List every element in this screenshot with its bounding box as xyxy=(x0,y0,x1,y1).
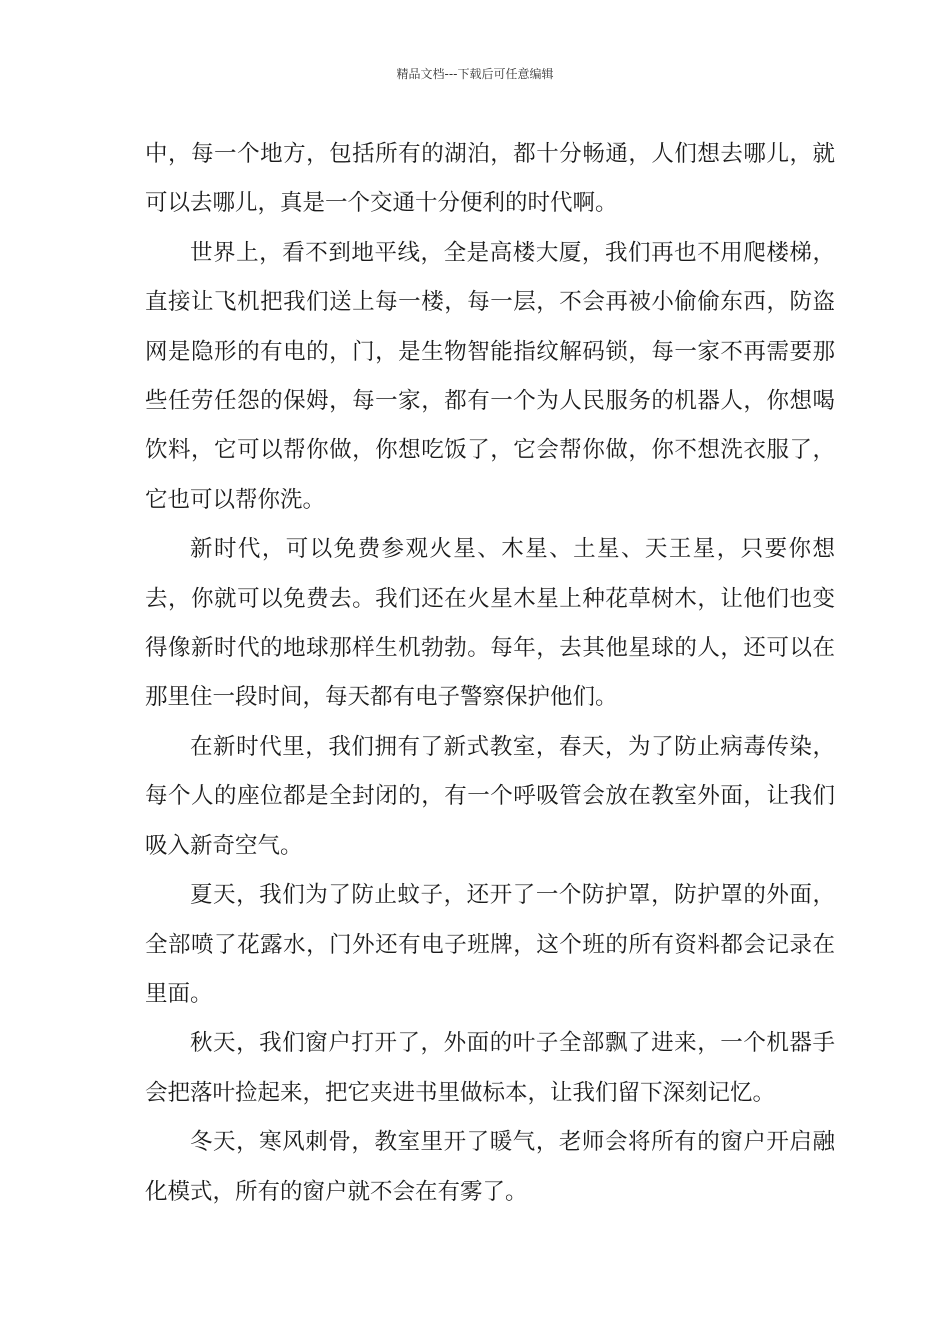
paragraph-continued: 中，每一个地方，包括所有的湖泊，都十分畅通，人们想去哪儿，就可以去哪儿，真是一个交通十分便利的时代啊。 xyxy=(145,141,835,217)
paragraph-summer: 夏天，我们为了防止蚊子，还开了一个防护罩，防护罩的外面，全部喷了花露水，门外还有电子班牌，这个班的所有资料都会记录在里面。 xyxy=(145,882,835,1007)
paragraph-autumn: 秋天，我们窗户打开了，外面的叶子全部飘了进来，一个机器手会把落叶捡起来，把它夹进书里做标本，让我们留下深刻记忆。 xyxy=(145,1030,835,1106)
paragraph-classroom-spring: 在新时代里，我们拥有了新式教室，春天，为了防止病毒传染，每个人的座位都是全封闭的，有一个呼吸管会放在教室外面，让我们吸入新奇空气。 xyxy=(145,733,835,859)
paragraph-winter: 冬天，寒风刺骨，教室里开了暖气，老师会将所有的窗户开启融化模式，所有的窗户就不会在有雾了。 xyxy=(145,1129,835,1205)
paragraph-skyscrapers: 世界上，看不到地平线，全是高楼大厦，我们再也不用爬楼梯，直接让飞机把我们送上每一楼，每一层，不会再被小偷偷东西，防盗网是隐形的有电的，门，是生物智能指纹解码锁，每一家不再需要那些任劳任怨的保姆，每一家，都有一个为人民服务的机器人，你想喝饮料，它可以帮你做，你想吃饭了，它会帮你做，你不想洗衣服了，它也可以帮你洗。 xyxy=(145,239,835,513)
document-body xyxy=(145,130,835,1217)
paragraph-planets: 新时代，可以免费参观火星、木星、土星、天王星，只要你想去，你就可以免费去。我们还在火星木星上种花草树木，让他们也变得像新时代的地球那样生机勃勃。每年，去其他星球的人，还可以在那里住一段时间，每天都有电子警察保护他们。 xyxy=(145,536,835,711)
page-header: 精品文档---下载后可任意编辑 xyxy=(396,67,554,81)
